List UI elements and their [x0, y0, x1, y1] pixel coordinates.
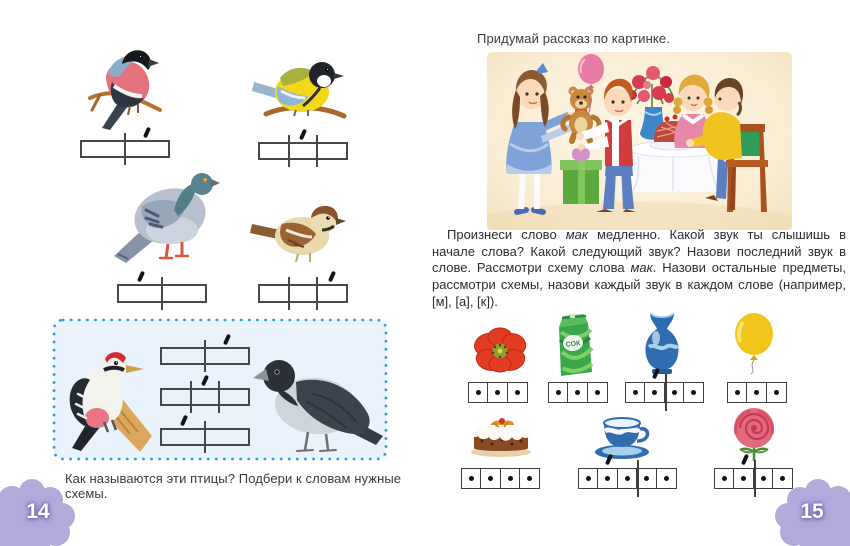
- stress-mark: [136, 271, 144, 283]
- sound-cell: [746, 382, 767, 403]
- sound-dot: [605, 476, 610, 481]
- sound-dot: [774, 390, 779, 395]
- sound-cell: [578, 468, 599, 489]
- sound-scheme-balloon: [727, 382, 787, 403]
- sound-scheme-poppy: [468, 382, 528, 403]
- sound-cell: [733, 468, 754, 489]
- sound-dot: [586, 476, 591, 481]
- sound-dot: [488, 476, 493, 481]
- syllable-divider: [754, 460, 756, 497]
- page-number-right: 15: [800, 500, 824, 523]
- syllable-divider: [161, 277, 163, 310]
- task-word-italic: мак: [630, 260, 653, 276]
- task-word-italic: мак: [565, 227, 588, 242]
- sound-cell: [567, 382, 588, 403]
- great-tit-illustration: [250, 56, 350, 122]
- sound-dot: [556, 390, 561, 395]
- sound-dot: [754, 390, 759, 395]
- poppy-illustration: [470, 326, 530, 374]
- sound-cell: [468, 382, 489, 403]
- sound-dot: [633, 390, 638, 395]
- task-text: . Назови остальные предметы, рассмотри схемы, назови каждый звук в каждом слове (например, [м], [а], [к]).: [432, 260, 846, 309]
- sound-scheme-vase: [625, 382, 704, 403]
- stress-mark: [299, 129, 307, 141]
- sound-cell: [664, 382, 685, 403]
- sound-dot: [595, 390, 600, 395]
- syllable-scheme-tit: [258, 142, 348, 160]
- juice-label: СОК: [565, 340, 581, 349]
- sound-cell: [587, 382, 608, 403]
- vase-illustration: [640, 311, 684, 375]
- task-paragraph: [432, 227, 846, 310]
- sound-dot: [508, 476, 513, 481]
- birthday-party-scene: [487, 52, 792, 230]
- syllable-divider: [288, 135, 290, 167]
- left-page-caption: Как называются эти птицы? Подбери к словам нужные схемы.: [65, 471, 402, 501]
- yellow-balloon-illustration: [730, 312, 776, 374]
- juice-box-illustration: [549, 312, 596, 378]
- sound-cell: [683, 382, 704, 403]
- sound-dot: [664, 476, 669, 481]
- sound-dot: [575, 390, 580, 395]
- syllable-scheme-sparrow: [258, 284, 348, 303]
- bullfinch-illustration: [86, 36, 166, 132]
- sound-cell: [461, 468, 482, 489]
- sound-dot: [652, 390, 657, 395]
- sound-cell: [636, 468, 657, 489]
- syllable-scheme-bullfinch: [80, 140, 170, 158]
- syllable-divider: [204, 421, 206, 453]
- syllable-scheme-pigeon: [117, 284, 207, 303]
- sound-dot: [741, 476, 746, 481]
- syllable-divider: [288, 277, 290, 310]
- sound-dot: [691, 390, 696, 395]
- sound-dot: [722, 476, 727, 481]
- sound-dot: [495, 390, 500, 395]
- stress-mark: [328, 271, 336, 283]
- rose-illustration: [727, 406, 781, 462]
- sound-cell: [500, 468, 521, 489]
- sound-scheme-juice: [548, 382, 608, 403]
- syllable-scheme-box-bottom: [160, 428, 250, 446]
- task-text: Произнеси слово: [447, 227, 566, 242]
- sound-dot: [527, 476, 532, 481]
- sound-cell: [519, 468, 540, 489]
- page-number-left: 14: [26, 500, 50, 523]
- sound-cell: [480, 468, 501, 489]
- sound-cell: [766, 382, 787, 403]
- syllable-divider: [204, 340, 206, 372]
- woodpecker-illustration: [60, 342, 160, 455]
- sound-cell: [625, 382, 646, 403]
- cake-illustration: [468, 414, 534, 458]
- sound-cell: [507, 382, 528, 403]
- sound-cell: [644, 382, 665, 403]
- syllable-scheme-box-middle: [160, 388, 250, 406]
- sound-dot: [476, 390, 481, 395]
- syllable-divider: [316, 135, 318, 167]
- sparrow-illustration: [250, 196, 353, 264]
- pigeon-illustration: [112, 158, 222, 270]
- sound-cell: [597, 468, 618, 489]
- right-page-instruction: Придумай рассказ по картинке.: [477, 31, 670, 46]
- crow-illustration: [252, 350, 385, 458]
- sound-dot: [672, 390, 677, 395]
- sound-cell: [487, 382, 508, 403]
- syllable-divider: [665, 374, 667, 411]
- sound-dot: [735, 390, 740, 395]
- sound-dot: [625, 476, 630, 481]
- syllable-divider: [316, 277, 318, 310]
- sound-scheme-cup: [578, 468, 677, 489]
- syllable-divider: [190, 381, 192, 413]
- sound-dot: [515, 390, 520, 395]
- sound-cell: [714, 468, 735, 489]
- syllable-scheme-box-top: [160, 347, 250, 365]
- sound-dot: [644, 476, 649, 481]
- sound-cell: [617, 468, 638, 489]
- syllable-divider: [218, 381, 220, 413]
- sound-dot: [469, 476, 474, 481]
- sound-scheme-cake: [461, 468, 540, 489]
- sound-cell: [727, 382, 748, 403]
- syllable-divider: [637, 460, 639, 497]
- cup-and-saucer-illustration: [592, 414, 656, 460]
- sound-cell: [656, 468, 677, 489]
- task-text: медленно. Какой звук ты слышишь в начале слова? Какой следующий звук? Назови последний звук в слове. Рассмотри схему слова: [432, 227, 847, 276]
- sound-cell: [548, 382, 569, 403]
